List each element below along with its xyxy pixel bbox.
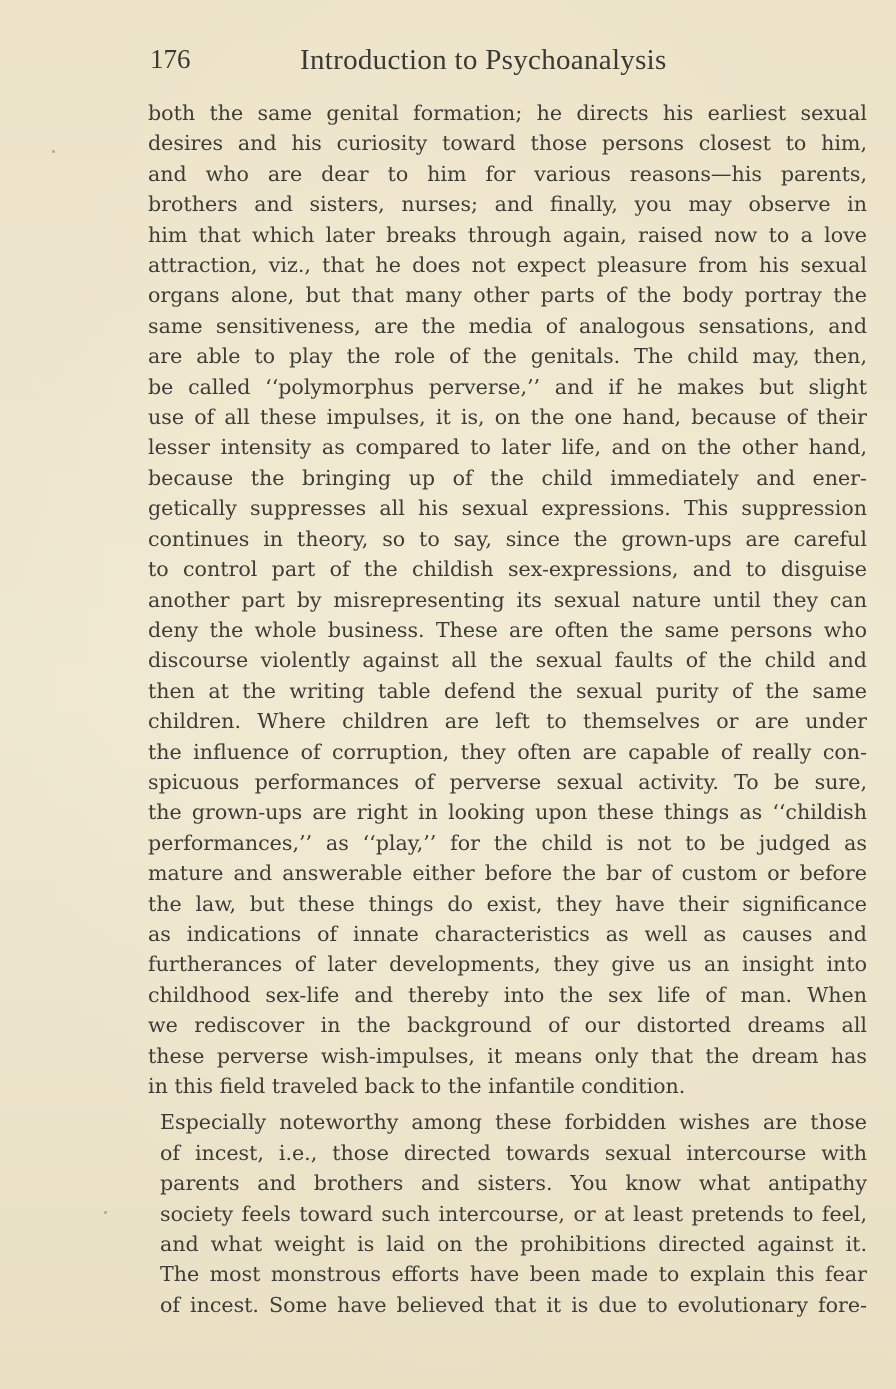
text-line: of incest, i.e., those directed towards sexual intercourse with [160, 1140, 867, 1165]
text-line: discourse violently against all the sexual faults of the child and [148, 648, 867, 673]
text-line: getically suppresses all his sexual expressions. This suppression [148, 496, 867, 521]
text-line: of incest. Some have believed that it is due to evolutionary fore- [160, 1292, 867, 1317]
text-line: childhood sex-life and thereby into the sex life of man. When [148, 982, 867, 1007]
text-line: another part by misrepresenting its sexual nature until they can [148, 587, 867, 612]
text-line: continues in theory, so to say, since the grown-ups are careful [148, 526, 867, 551]
text-line: furtherances of later developments, they give us an insight into [148, 952, 867, 977]
text-line: both the same genital formation; he directs his earliest sexual [148, 101, 867, 125]
text-line: parents and brothers and sisters. You know what antipathy [160, 1171, 867, 1196]
text-line: mature and answerable either before the bar of custom or before [148, 861, 867, 886]
text-line: and who are dear to him for various reasons—his parents, [148, 161, 867, 186]
text-line: lesser intensity as compared to later life, and on the other hand, [148, 435, 867, 460]
text-line: in this field traveled back to the infantile condition. [148, 1074, 686, 1098]
text-line: then at the writing table defend the sexual purity of the same [148, 678, 867, 703]
running-head: Introduction to Psychoanalysis [300, 44, 667, 76]
text-line: and what weight is laid on the prohibitions directed against it. [160, 1232, 867, 1257]
page-speck [104, 1211, 107, 1214]
page-header [150, 40, 750, 80]
text-line: spicuous performances of perverse sexual activity. To be sure, [148, 769, 867, 794]
text-line: society feels toward such intercourse, or at least pretends to feel, [160, 1201, 867, 1226]
text-line: we rediscover in the background of our distorted dreams all [148, 1013, 867, 1038]
text-line: the grown-ups are right in looking upon these things as ‘‘childish [148, 800, 867, 825]
body-text [132, 98, 867, 1320]
text-line: to control part of the childish sex-expressions, and to disguise [148, 557, 867, 582]
text-line: children. Where children are left to themselves or are under [148, 709, 867, 734]
text-line: the law, but these things do exist, they have their significance [148, 891, 867, 916]
text-line: as indications of innate characteristics as well as causes and [148, 921, 867, 946]
text-line: performances,’’ as ‘‘play,’’ for the child is not to be judged as [148, 830, 867, 855]
text-line: desires and his curiosity toward those persons closest to him, [148, 131, 867, 156]
text-line: deny the whole business. These are often the same persons who [148, 617, 867, 642]
text-line: Especially noteworthy among these forbidden wishes are those [160, 1110, 867, 1135]
text-line: because the bringing up of the child immediately and ener- [148, 465, 867, 490]
text-line: brothers and sisters, nurses; and finally, you may observe in [148, 192, 867, 217]
text-line: use of all these impulses, it is, on the one hand, because of their [148, 405, 867, 430]
text-line: attraction, viz., that he does not expect pleasure from his sexual [148, 253, 867, 278]
text-line: organs alone, but that many other parts of the body portray the [148, 283, 867, 308]
text-line: same sensitiveness, are the media of analogous sensations, and [148, 313, 867, 338]
text-line: him that which later breaks through again, raised now to a love [148, 222, 867, 247]
paragraph-1 [132, 98, 867, 1101]
text-line: the influence of corruption, they often are capable of really con- [148, 739, 867, 764]
paragraph-2 [132, 1107, 867, 1320]
text-line: these perverse wish-impulses, it means only that the dream has [148, 1043, 867, 1068]
text-line: be called ‘‘polymorphus perverse,’’ and if he makes but slight [148, 374, 867, 399]
text-line: The most monstrous efforts have been made to explain this fear [160, 1262, 867, 1287]
page-number: 176 [150, 44, 191, 74]
page-speck [52, 150, 55, 153]
text-line: are able to play the role of the genitals. The child may, then, [148, 344, 867, 369]
